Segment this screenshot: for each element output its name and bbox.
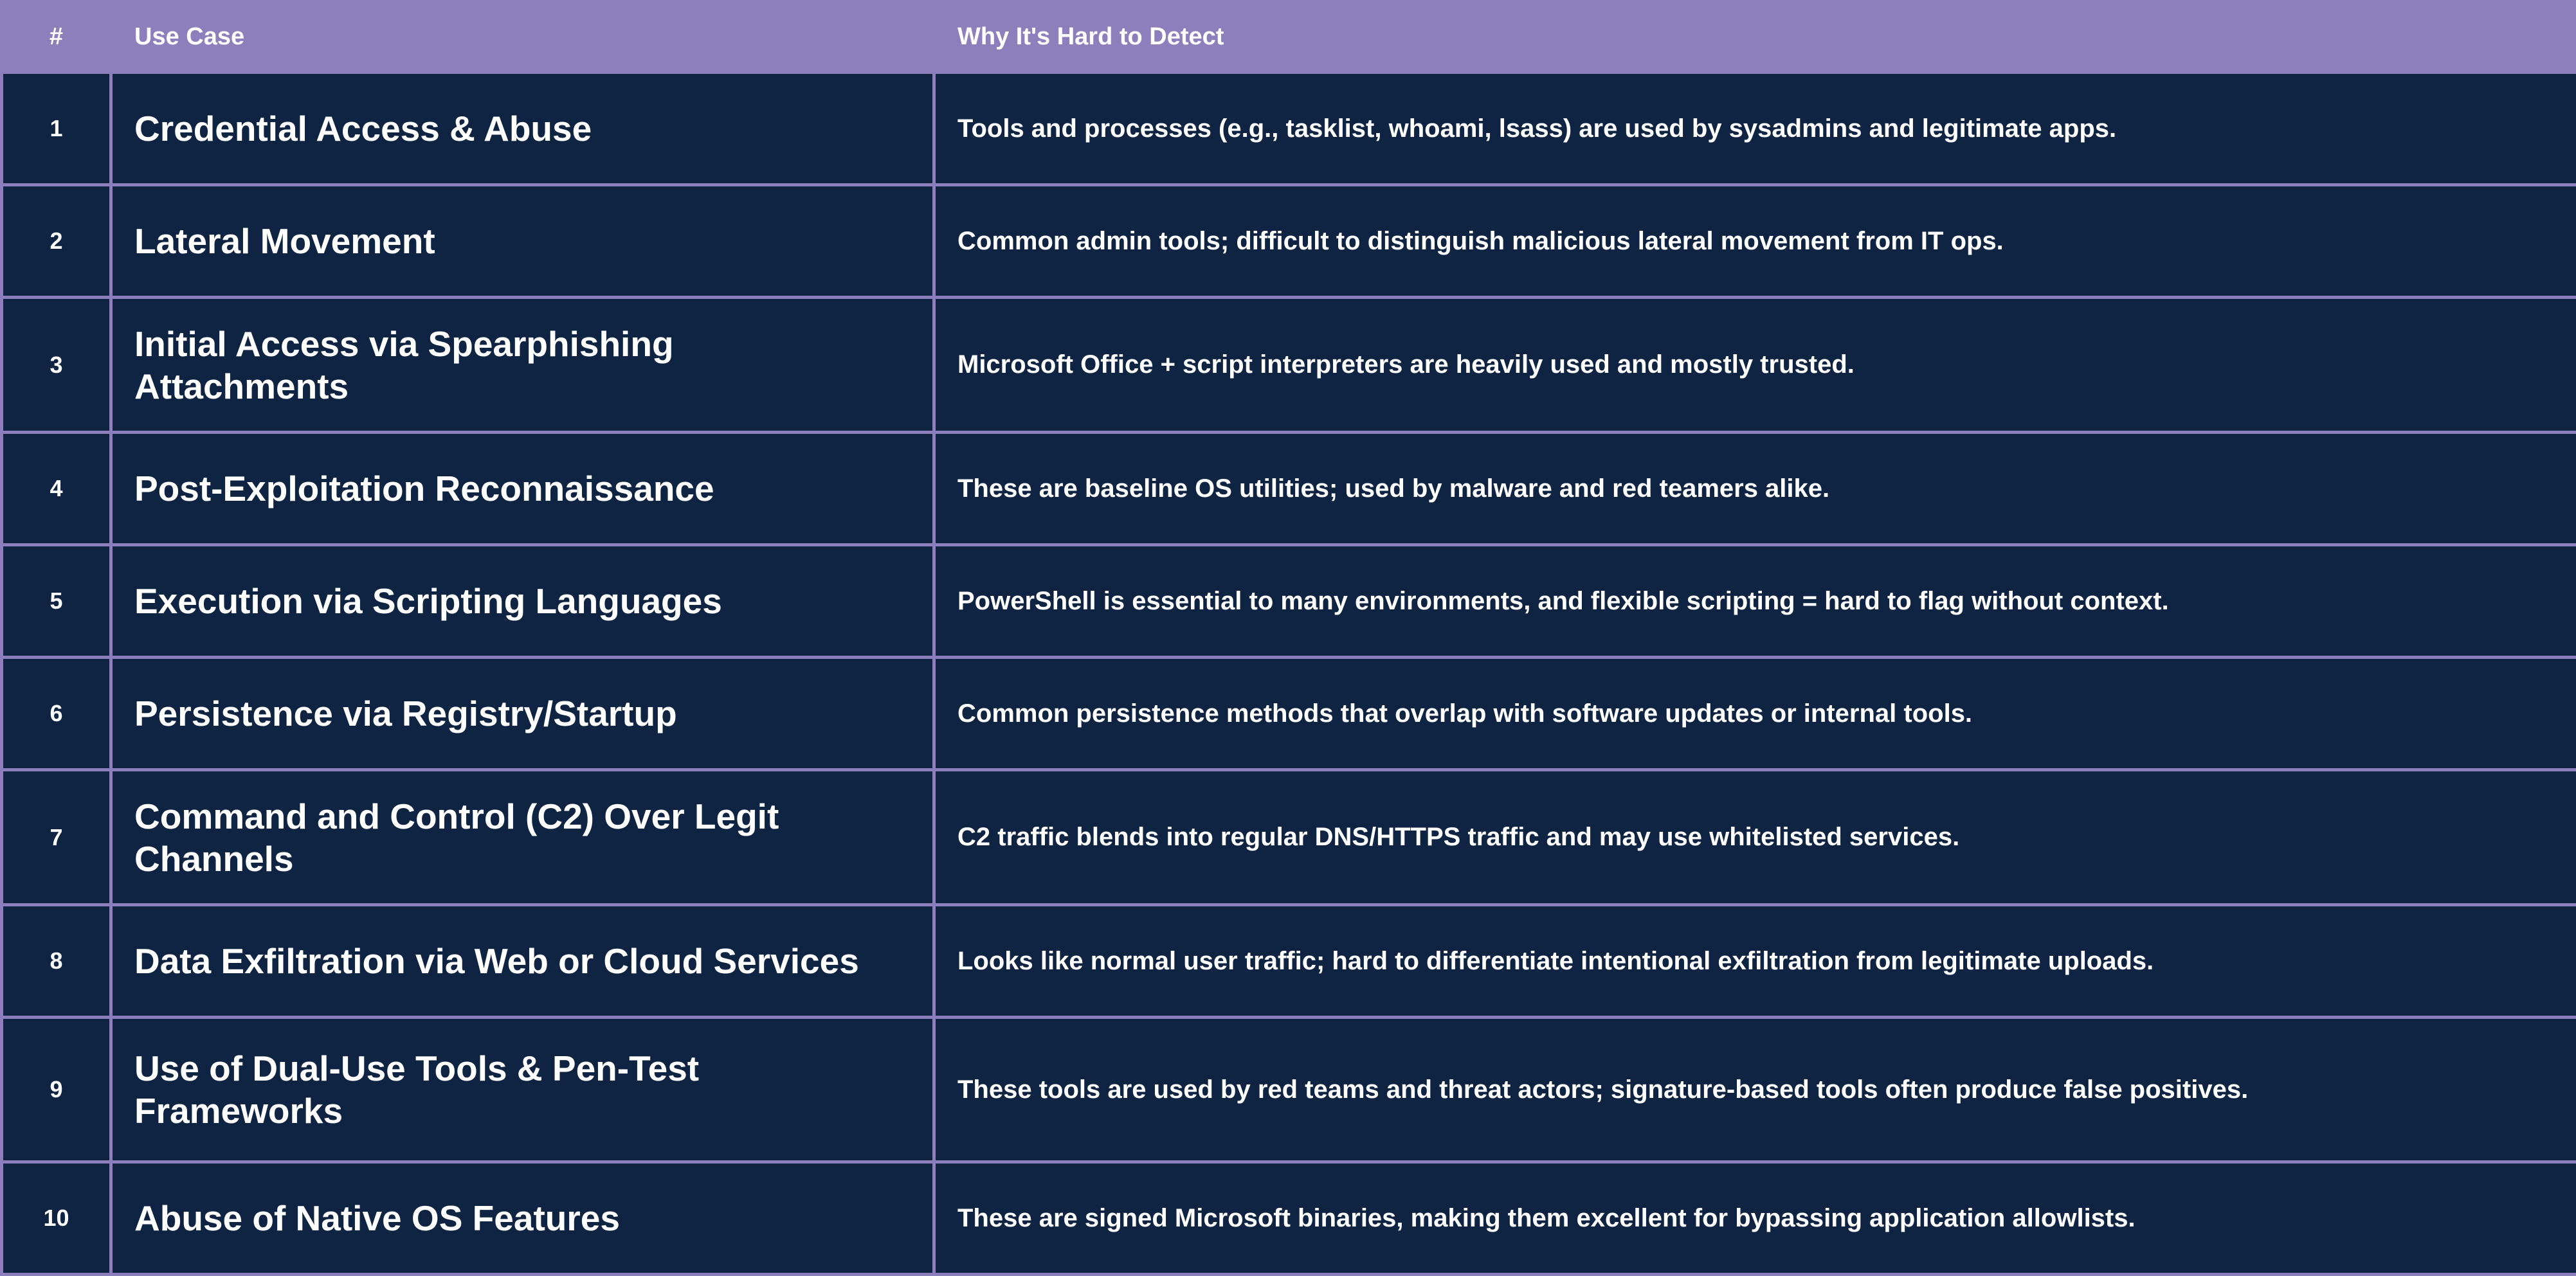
use-case-cell: Command and Control (C2) Over Legit Channels [111,770,934,905]
header-number: # [2,2,111,73]
use-case-cell: Use of Dual-Use Tools & Pen-Test Frameworks [111,1018,934,1162]
reason-cell: These are baseline OS utilities; used by malware and red teamers alike. [934,433,2576,545]
reason-cell: Looks like normal user traffic; hard to differentiate intentional exfiltration from legitimate uploads. [934,905,2576,1018]
table-row [2,298,2576,433]
use-case-cell: Persistence via Registry/Startup [111,658,934,770]
row-number: 5 [2,545,111,658]
row-number: 1 [2,73,111,185]
reason-cell: Tools and processes (e.g., tasklist, whoami, lsass) are used by sysadmins and legitimate apps. [934,73,2576,185]
row-number: 6 [2,658,111,770]
row-number: 9 [2,1018,111,1162]
use-case-cell: Data Exfiltration via Web or Cloud Services [111,905,934,1018]
reason-cell: These tools are used by red teams and threat actors; signature-based tools often produce false positives. [934,1018,2576,1162]
header-use-case: Use Case [111,2,934,73]
use-case-cell: Initial Access via Spearphishing Attachments [111,298,934,433]
table-header [2,2,2576,73]
reason-cell: Common admin tools; difficult to distinguish malicious lateral movement from IT ops. [934,185,2576,298]
reason-cell: Microsoft Office + script interpreters are heavily used and mostly trusted. [934,298,2576,433]
use-case-cell: Abuse of Native OS Features [111,1162,934,1275]
table-row [2,433,2576,545]
table-body [2,73,2576,1275]
reason-cell: PowerShell is essential to many environments, and flexible scripting = hard to flag without context. [934,545,2576,658]
reason-cell: These are signed Microsoft binaries, making them excellent for bypassing application allowlists. [934,1162,2576,1275]
table-row [2,905,2576,1018]
row-number: 7 [2,770,111,905]
table-row [2,658,2576,770]
table-row [2,185,2576,298]
row-number: 10 [2,1162,111,1275]
row-number: 8 [2,905,111,1018]
reason-cell: C2 traffic blends into regular DNS/HTTPS traffic and may use whitelisted services. [934,770,2576,905]
table-row [2,1162,2576,1275]
row-number: 4 [2,433,111,545]
header-row [2,2,2576,73]
table-row [2,545,2576,658]
table-row [2,770,2576,905]
use-case-cell: Credential Access & Abuse [111,73,934,185]
row-number: 2 [2,185,111,298]
table-row [2,73,2576,185]
use-case-cell: Post-Exploitation Reconnaissance [111,433,934,545]
reason-cell: Common persistence methods that overlap with software updates or internal tools. [934,658,2576,770]
use-case-cell: Lateral Movement [111,185,934,298]
header-why-hard: Why It's Hard to Detect [934,2,2576,73]
table-row [2,1018,2576,1162]
row-number: 3 [2,298,111,433]
use-case-cell: Execution via Scripting Languages [111,545,934,658]
